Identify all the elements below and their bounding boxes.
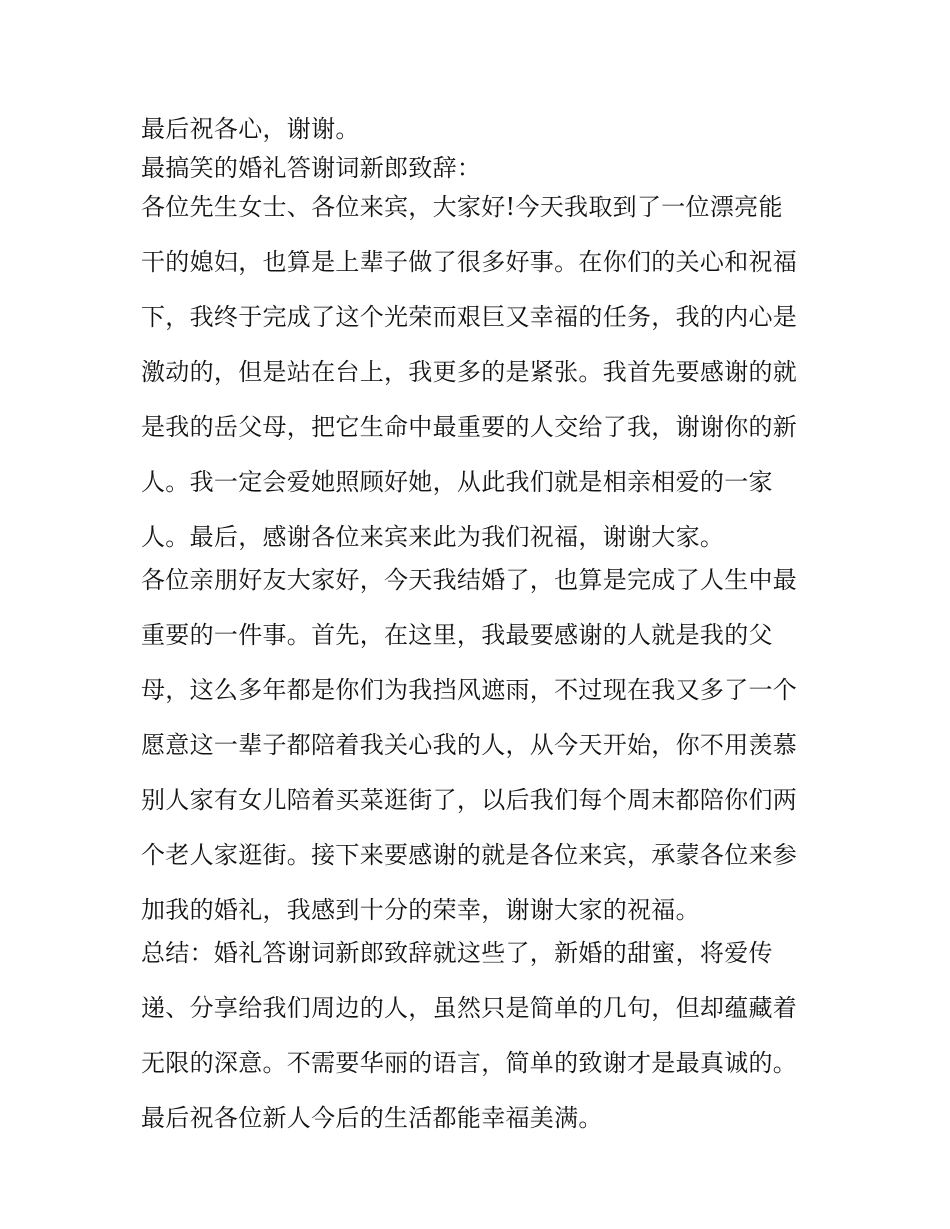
speech-one-line-6: 人。我一定会爱她照顾好她，从此我们就是相亲相爱的一家 <box>141 468 773 496</box>
speech-one-line-7: 人。最后，感谢各位来宾来此为我们祝福，谢谢大家。 <box>141 523 725 551</box>
summary-line-1: 总结：婚礼答谢词新郎致辞就这些了，新婚的甜蜜，将爱传 <box>141 939 773 967</box>
speech-one-line-2: 干的媳妇，也算是上辈子做了很多好事。在你们的关心和祝福 <box>141 248 798 276</box>
speech-two-line-2: 重要的一件事。首先，在这里，我最要感谢的人就是我的父 <box>141 621 773 649</box>
summary-line-3: 无限的深意。不需要华丽的语言，简单的致谢才是最真诚的。 <box>141 1049 798 1077</box>
speech-one-line-3: 下，我终于完成了这个光荣而艰巨又幸福的任务，我的内心是 <box>141 303 798 331</box>
speech-two-line-3: 母，这么多年都是你们为我挡风遮雨，不过现在我又多了一个 <box>141 676 798 704</box>
speech-one-line-4: 激动的，但是站在台上，我更多的是紧张。我首先要感谢的就 <box>141 358 798 386</box>
speech-two-line-6: 个老人家逛街。接下来要感谢的就是各位来宾，承蒙各位来参 <box>141 841 798 869</box>
closing-line: 最后祝各心，谢谢。 <box>141 115 360 143</box>
speech-one-line-5: 是我的岳父母，把它生命中最重要的人交给了我，谢谢你的新 <box>141 413 798 441</box>
speech-one-line-1: 各位先生女士、各位来宾，大家好!今天我取到了一位漂亮能 <box>141 193 783 221</box>
speech-two-line-5: 别人家有女儿陪着买菜逛街了，以后我们每个周末都陪你们两 <box>141 786 798 814</box>
section-heading: 最搞笑的婚礼答谢词新郎致辞： <box>141 154 482 182</box>
speech-two-line-7: 加我的婚礼，我感到十分的荣幸，谢谢大家的祝福。 <box>141 896 700 924</box>
summary-line-4: 最后祝各位新人今后的生活都能幸福美满。 <box>141 1104 603 1132</box>
document-page <box>141 110 821 1137</box>
speech-two-line-1: 各位亲朋好友大家好，今天我结婚了，也算是完成了人生中最 <box>141 566 798 594</box>
summary-line-2: 递、分享给我们周边的人，虽然只是简单的几句，但却蕴藏着 <box>141 994 798 1022</box>
speech-two-line-4: 愿意这一辈子都陪着我关心我的人，从今天开始，你不用羡慕 <box>141 731 798 759</box>
